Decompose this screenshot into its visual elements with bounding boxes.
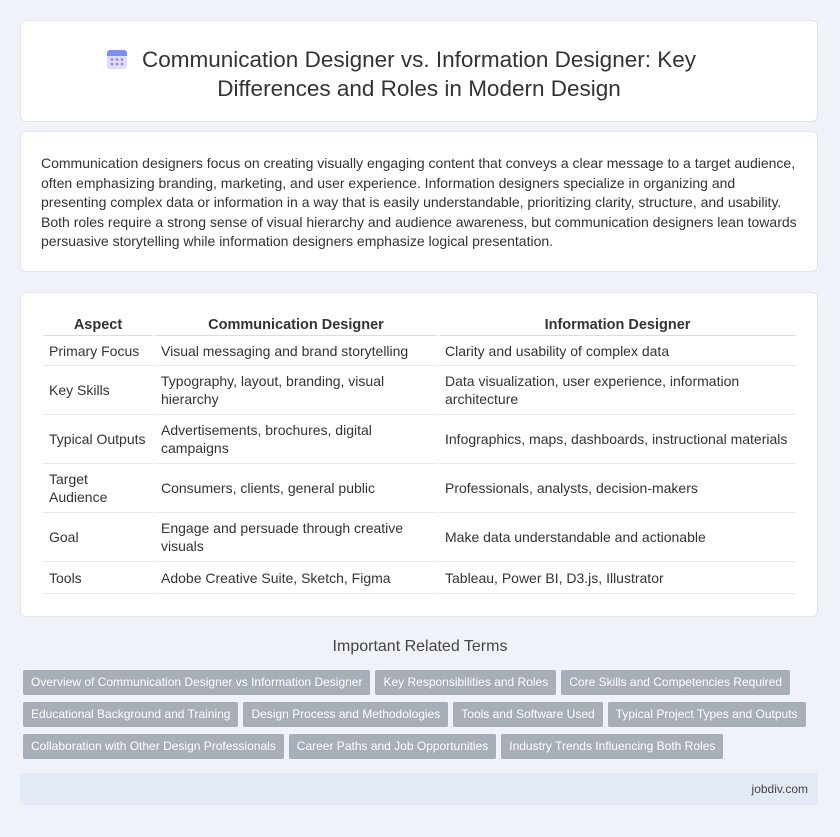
cell-communication: Advertisements, brochures, digital campaigns (155, 415, 437, 464)
title-card (20, 20, 818, 122)
intro-card (20, 131, 818, 272)
cell-aspect: Tools (43, 562, 153, 594)
cell-communication: Consumers, clients, general public (155, 464, 437, 513)
footer (20, 773, 818, 805)
tag-row (23, 734, 823, 766)
table-row (43, 562, 796, 594)
intro-paragraph: Communication designers focus on creating visually engaging content that conveys a clear message to a target audience, often emphasizing branding, marketing, and user experience. Information designers specialize in organizing and presenting complex data or information in a way that is easily understandable, prioritizing clarity, structure, and usability. Both roles require a strong sense of visual hierarchy and audience awareness, but communication designers lean towards persuasive storytelling while information designers emphasize logical presentation. (41, 155, 797, 250)
cell-information: Tableau, Power BI, D3.js, Illustrator (439, 562, 796, 594)
related-term-tag[interactable]: Core Skills and Competencies Required (561, 670, 790, 695)
related-terms-tags (23, 670, 823, 766)
table-header-row (43, 313, 796, 336)
footer-site-link[interactable]: jobdiv.com (751, 782, 808, 796)
table-row (43, 513, 796, 562)
cell-aspect: Target Audience (43, 464, 153, 513)
table-row (43, 366, 796, 415)
table-row (43, 464, 796, 513)
header-communication-designer: Communication Designer (155, 313, 437, 336)
related-term-tag[interactable]: Overview of Communication Designer vs Information Designer (23, 670, 370, 695)
comparison-card (20, 292, 818, 617)
cell-communication: Typography, layout, branding, visual hierarchy (155, 366, 437, 415)
tag-row (23, 670, 823, 702)
related-term-tag[interactable]: Career Paths and Job Opportunities (289, 734, 496, 759)
cell-information: Clarity and usability of complex data (439, 336, 796, 366)
table-row (43, 336, 796, 366)
tag-row (23, 702, 823, 734)
cell-information: Data visualization, user experience, information architecture (439, 366, 796, 415)
related-term-tag[interactable]: Industry Trends Influencing Both Roles (501, 734, 723, 759)
comparison-table (41, 313, 798, 594)
header-information-designer: Information Designer (439, 313, 796, 336)
header-aspect: Aspect (43, 313, 153, 336)
related-term-tag[interactable]: Tools and Software Used (453, 702, 602, 727)
cell-communication: Visual messaging and brand storytelling (155, 336, 437, 366)
page-title: Communication Designer vs. Information Designer: Key Differences and Roles in Modern Design (142, 47, 696, 101)
related-term-tag[interactable]: Typical Project Types and Outputs (608, 702, 806, 727)
related-terms-title: Important Related Terms (332, 638, 508, 655)
cell-communication: Adobe Creative Suite, Sketch, Figma (155, 562, 437, 594)
cell-information: Make data understandable and actionable (439, 513, 796, 562)
cell-aspect: Primary Focus (43, 336, 153, 366)
cell-information: Infographics, maps, dashboards, instructional materials (439, 415, 796, 464)
related-term-tag[interactable]: Educational Background and Training (23, 702, 238, 727)
related-term-tag[interactable]: Key Responsibilities and Roles (375, 670, 556, 695)
cell-aspect: Typical Outputs (43, 415, 153, 464)
cell-aspect: Key Skills (43, 366, 153, 415)
cell-aspect: Goal (43, 513, 153, 562)
cell-information: Professionals, analysts, decision-makers (439, 464, 796, 513)
cell-communication: Engage and persuade through creative visuals (155, 513, 437, 562)
table-row (43, 415, 796, 464)
related-term-tag[interactable]: Design Process and Methodologies (243, 702, 448, 727)
related-term-tag[interactable]: Collaboration with Other Design Professionals (23, 734, 284, 759)
